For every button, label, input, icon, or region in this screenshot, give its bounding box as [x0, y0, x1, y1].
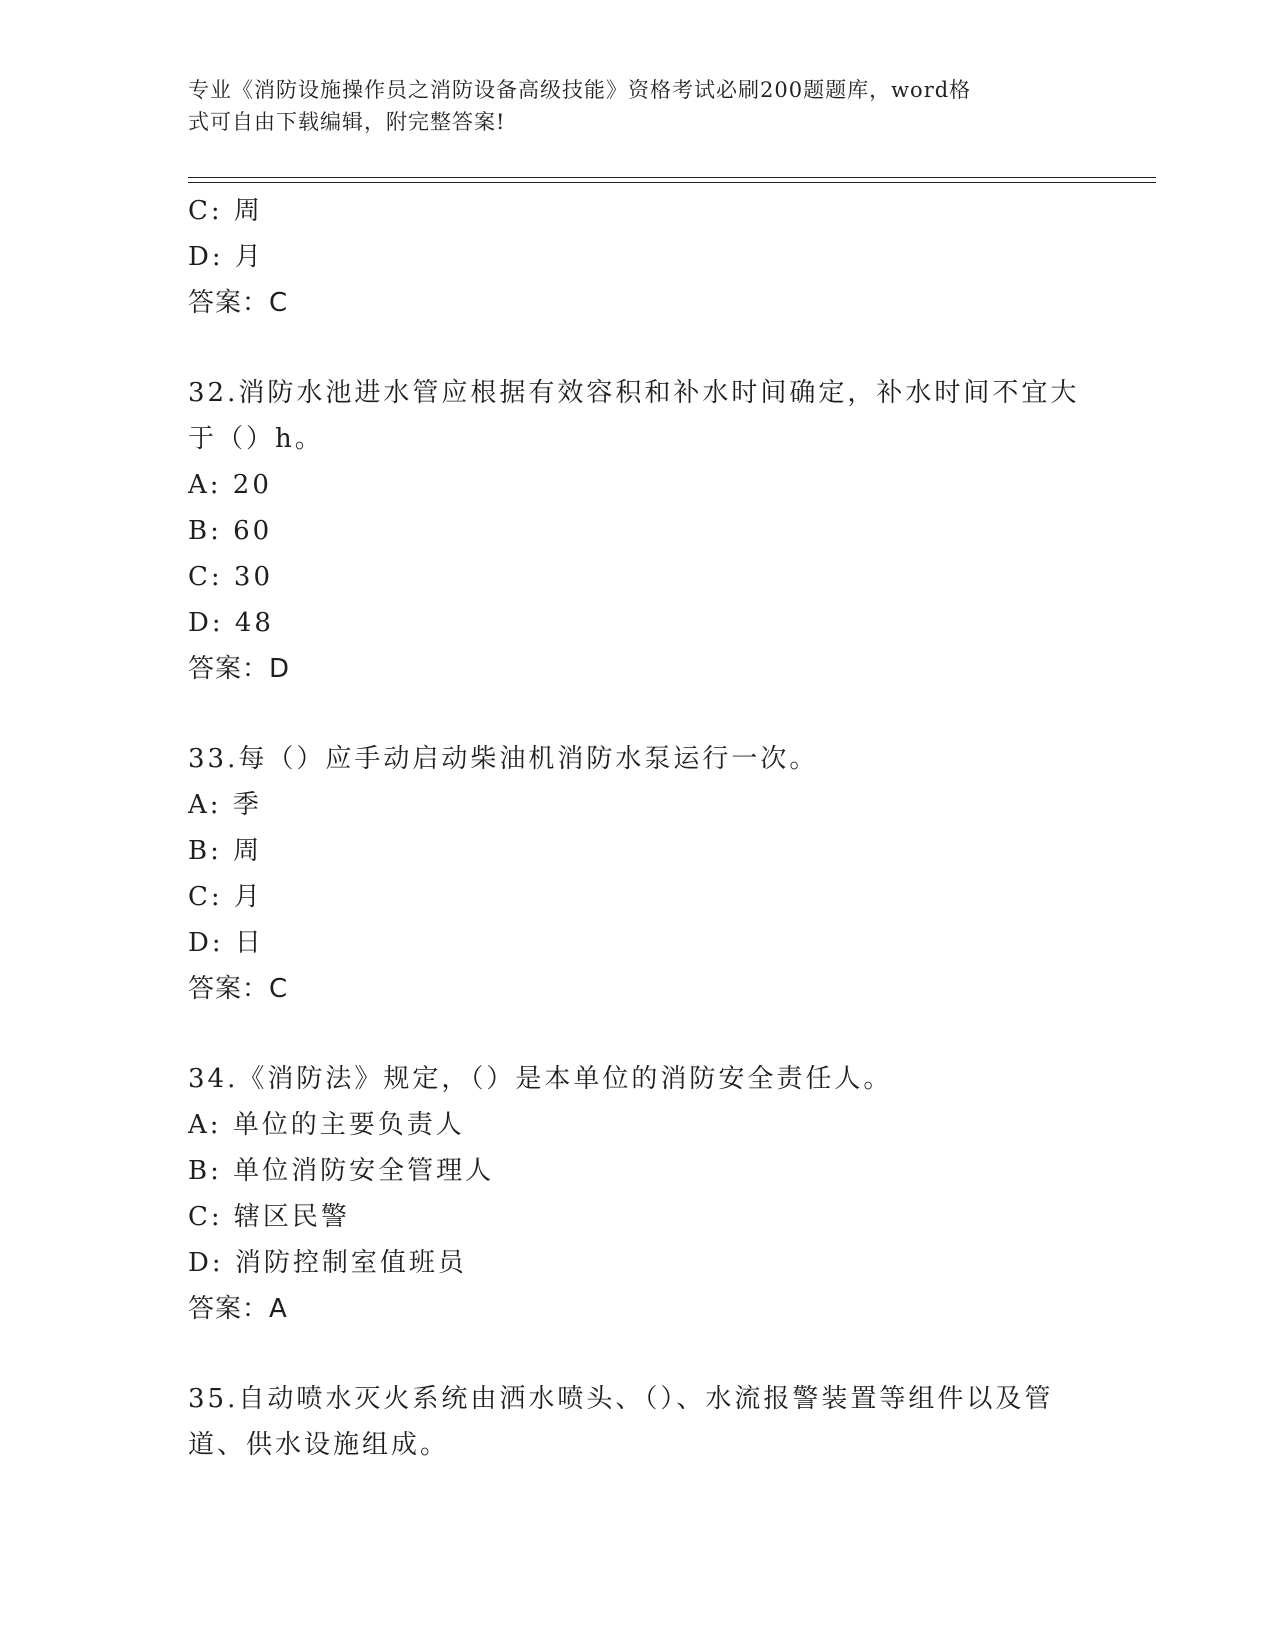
- answer-line: 答案：D: [188, 654, 291, 684]
- question-text-cont: 于（）h。: [188, 424, 324, 454]
- answer-line: 答案：C: [188, 974, 289, 1004]
- option-b: B: 周: [188, 836, 263, 866]
- option-d: D: 48: [188, 608, 274, 638]
- option-c: C: 周: [188, 196, 263, 226]
- header-line-1: 专业《消防设施操作员之消防设备高级技能》资格考试必刷200题题库，word格: [188, 78, 972, 102]
- option-c: C: 月: [188, 882, 263, 912]
- header-divider-top: [188, 177, 1156, 178]
- question-33: [188, 736, 1088, 1012]
- spacer: [188, 1332, 1088, 1376]
- option-d: D: 消防控制室值班员: [188, 1248, 467, 1278]
- question-list: [188, 188, 1088, 1468]
- option-c: C: 30: [188, 562, 274, 592]
- question-35: [188, 1376, 1088, 1468]
- option-b: B: 单位消防安全管理人: [188, 1156, 495, 1186]
- spacer: [188, 1012, 1088, 1056]
- option-a: A: 单位的主要负责人: [188, 1110, 465, 1140]
- spacer: [188, 692, 1088, 736]
- question-31-continued: [188, 188, 1088, 326]
- question-text: 33.每（）应手动启动柴油机消防水泵运行一次。: [188, 744, 819, 774]
- option-c: C: 辖区民警: [188, 1202, 350, 1232]
- answer-line: 答案：C: [188, 288, 289, 318]
- answer-line: 答案：A: [188, 1294, 288, 1324]
- option-d: D: 月: [188, 242, 264, 272]
- question-text: 32.消防水池进水管应根据有效容积和补水时间确定，补水时间不宜大: [188, 378, 1080, 408]
- header-line-2: 式可自由下载编辑，附完整答案!: [188, 110, 506, 134]
- question-32: [188, 370, 1088, 692]
- document-header: [188, 74, 1068, 138]
- option-d: D: 日: [188, 928, 264, 958]
- header-divider-bottom: [188, 182, 1156, 183]
- question-text-cont: 道、供水设施组成。: [188, 1430, 450, 1460]
- option-a: A: 20: [188, 470, 272, 500]
- option-a: A: 季: [188, 790, 262, 820]
- spacer: [188, 326, 1088, 370]
- option-b: B: 60: [188, 516, 273, 546]
- question-text: 35.自动喷水灭火系统由洒水喷头、（）、水流报警装置等组件以及管: [188, 1384, 1054, 1414]
- question-34: [188, 1056, 1088, 1332]
- question-text: 34.《消防法》规定，（）是本单位的消防安全责任人。: [188, 1064, 893, 1094]
